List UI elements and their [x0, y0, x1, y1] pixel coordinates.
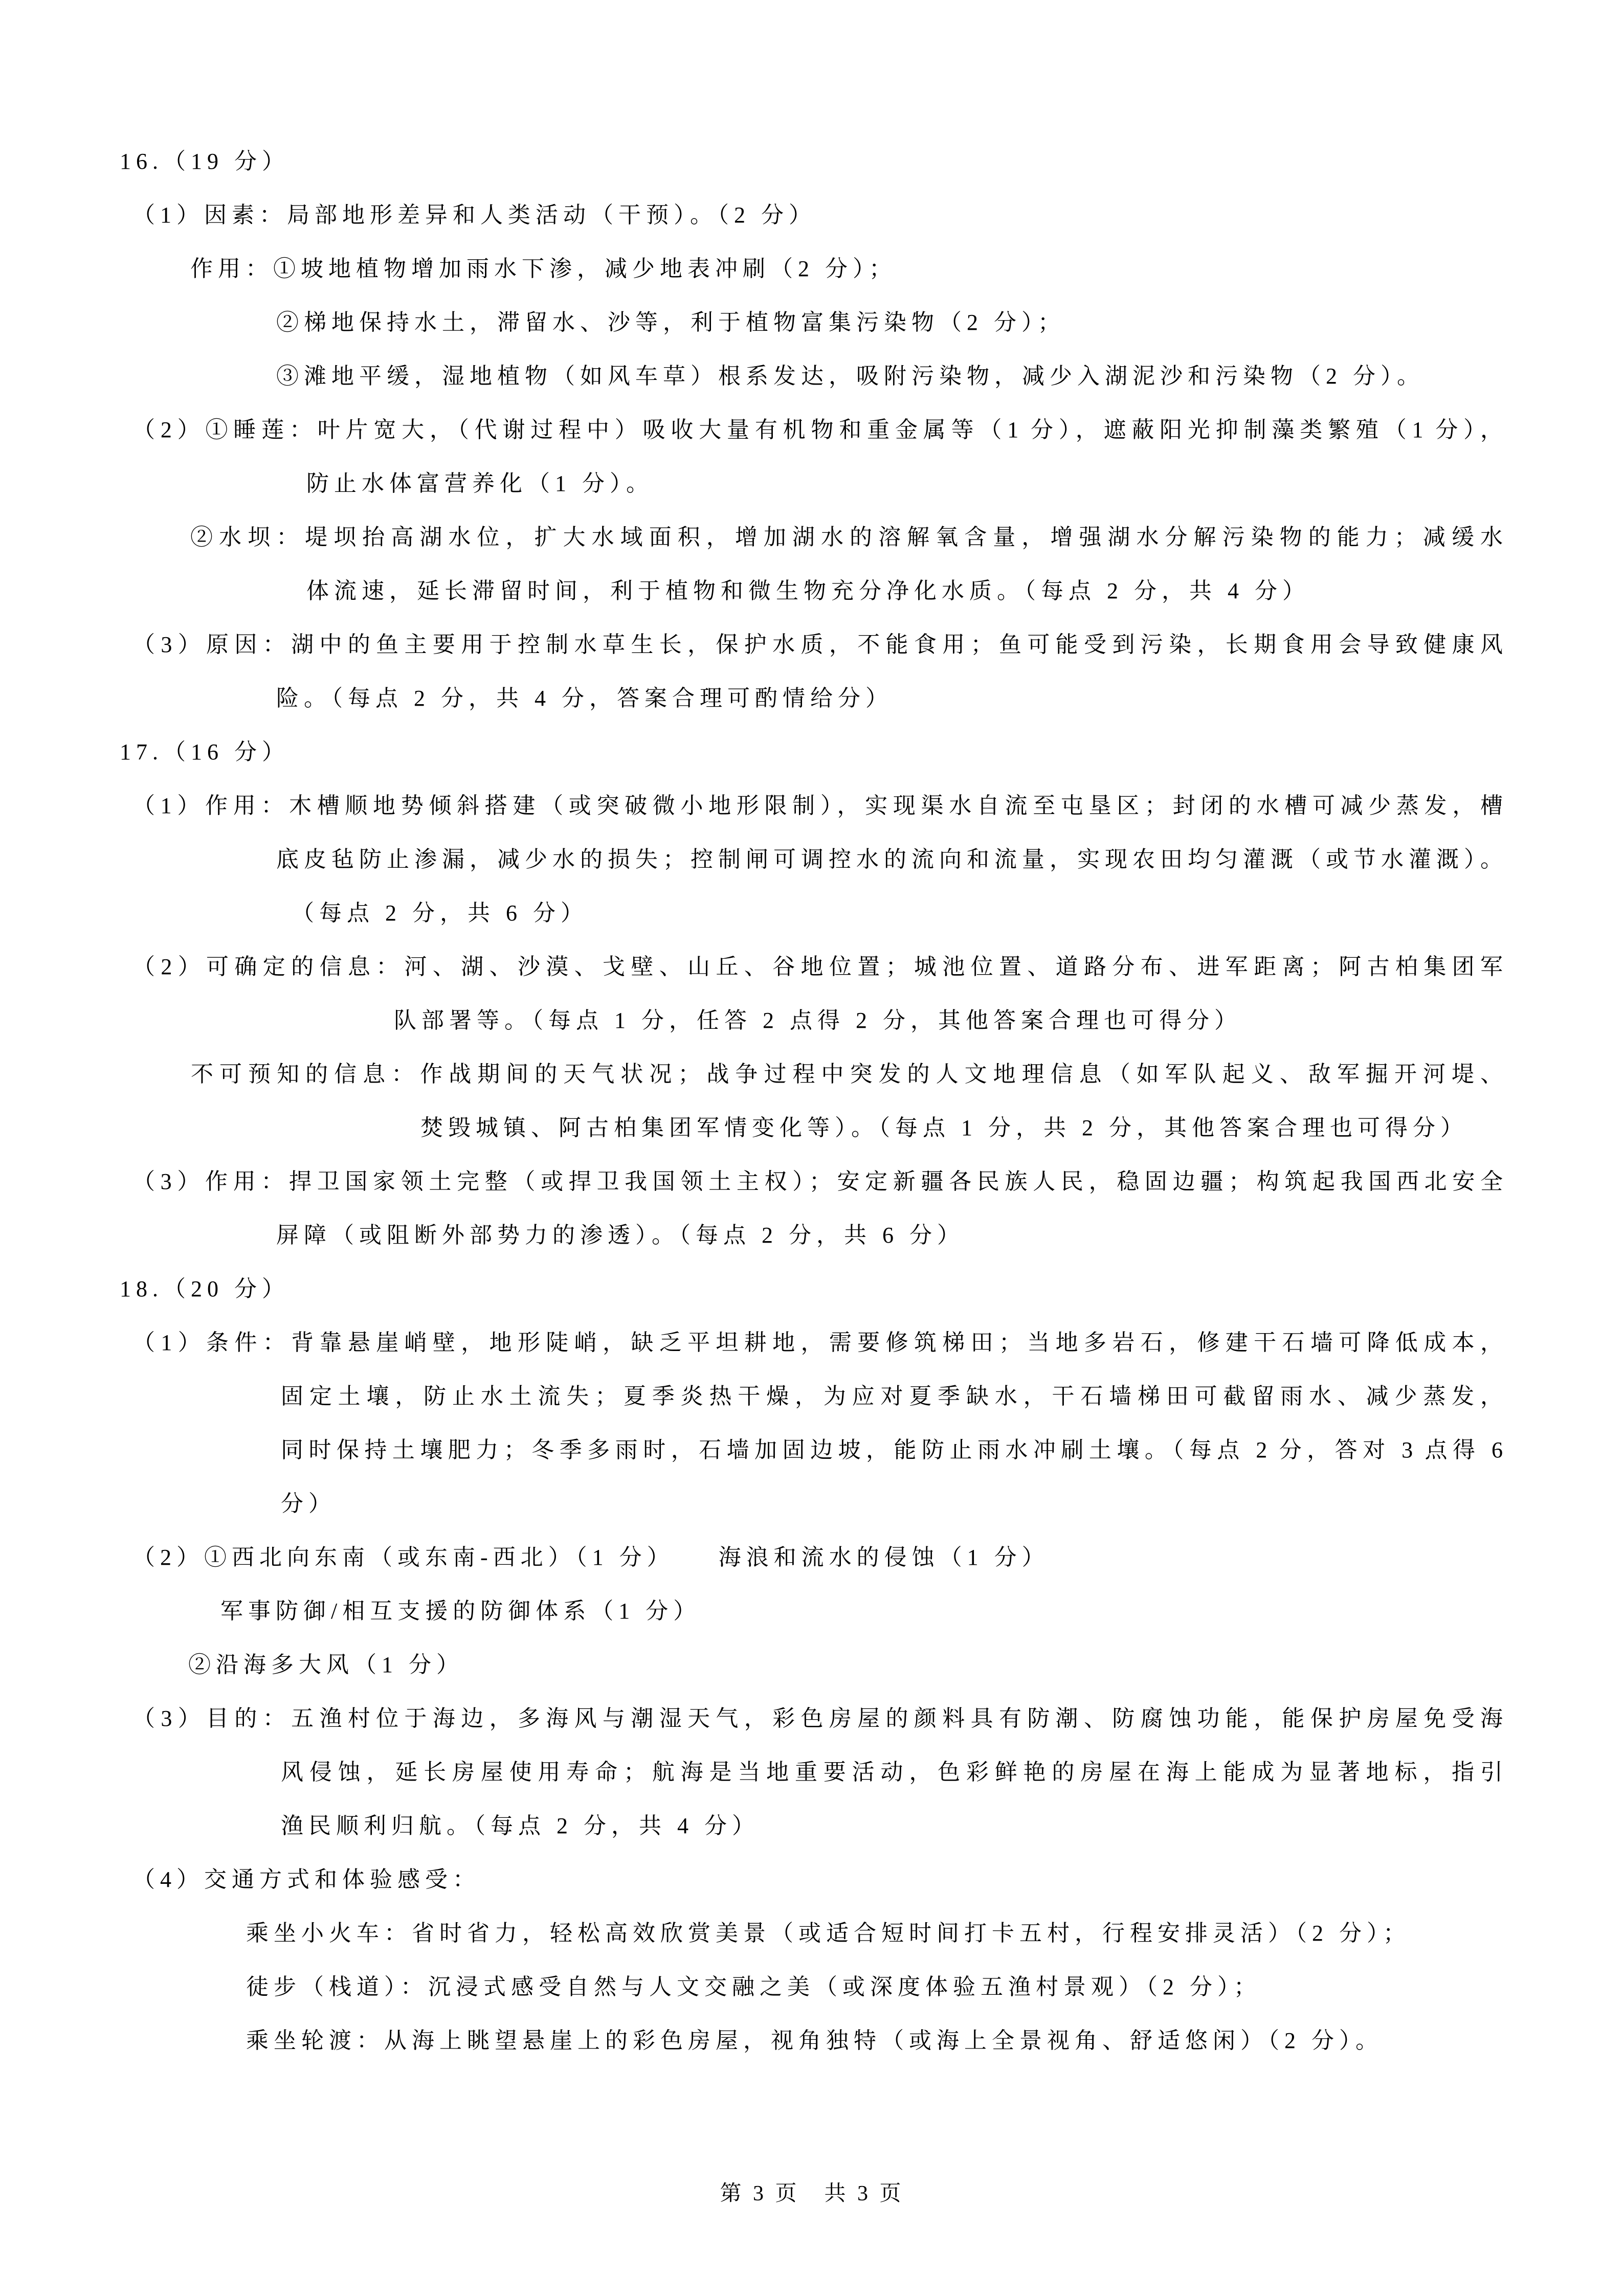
question-number: 16.（19 分） — [120, 149, 290, 174]
answer-line: 风侵蚀，延长房屋使用寿命；航海是当地重要活动，色彩鲜艳的房屋在海上能成为显著地标，指引 — [281, 1760, 1504, 1785]
answer-line: 不可预知的信息：作战期间的天气状况；战争过程中突发的人文地理信息（如军队起义、敌军掘开河堤、 — [191, 1062, 1504, 1087]
answer-line: （每点 2 分，共 6 分） — [292, 901, 588, 926]
answer-line: 队部署等。（每点 1 分，任答 2 点得 2 分，其他答案合理也可得分） — [394, 1008, 1242, 1033]
answer-line: （4）交通方式和体验感受： — [132, 1867, 480, 1892]
answer-line: ②水坝：堤坝抬高湖水位，扩大水域面积，增加湖水的溶解氧含量，增强湖水分解污染物的能力；减缓水 — [190, 525, 1504, 550]
answer-line: （1）条件：背靠悬崖峭壁，地形陡峭，缺乏平坦耕地，需要修筑梯田；当地多岩石，修建干石墙可降低成本， — [132, 1330, 1504, 1355]
answer-line: 焚毁城镇、阿古柏集团军情变化等）。（每点 1 分，共 2 分，其他答案合理也可得分） — [420, 1115, 1468, 1140]
answer-line: 同时保持土壤肥力；冬季多雨时，石墙加固边坡，能防止雨水冲刷土壤。（每点 2 分，答对 3 点得 6 — [281, 1437, 1504, 1462]
question-number: 18.（20 分） — [120, 1276, 290, 1301]
answer-line: 固定土壤，防止水土流失；夏季炎热干燥，为应对夏季缺水，干石墙梯田可截留雨水、减少蒸发， — [281, 1384, 1504, 1409]
answer-line: 分） — [281, 1491, 336, 1516]
answer-line: （2）①西北向东南（或东南-西北）（1 分） 海浪和流水的侵蚀（1 分） — [132, 1545, 1050, 1570]
question-block-q17 — [120, 725, 1504, 1262]
answer-line: 乘坐小火车：省时省力，轻松高效欣赏美景（或适合短时间打卡五村，行程安排灵活）（2 分）； — [246, 1921, 1411, 1946]
answer-document — [120, 134, 1504, 2067]
answer-line: 军事防御/相互支援的防御体系（1 分） — [220, 1599, 701, 1624]
answer-line: 屏障（或阻断外部势力的渗透）。（每点 2 分，共 6 分） — [276, 1223, 965, 1248]
answer-line: 乘坐轮渡：从海上眺望悬崖上的彩色房屋，视角独特（或海上全景视角、舒适悠闲）（2 分）。 — [246, 2028, 1383, 2053]
answer-line: 底皮毡防止渗漏，减少水的损失；控制闸可调控水的流向和流量，实现农田均匀灌溉（或节水灌溉）。 — [276, 847, 1504, 872]
question-block-q16 — [120, 134, 1504, 725]
question-number: 17.（16 分） — [120, 739, 290, 764]
answer-line: （1）作用：木槽顺地势倾斜搭建（或突破微小地形限制），实现渠水自流至屯垦区；封闭的水槽可减少蒸发，槽 — [132, 793, 1504, 818]
answer-line: （1）因素：局部地形差异和人类活动（干预）。（2 分） — [132, 202, 816, 228]
answer-line: （2）①睡莲：叶片宽大，（代谢过程中）吸收大量有机物和重金属等（1 分），遮蔽阳光抑制藻类繁殖（1 分）， — [132, 417, 1504, 442]
answer-line: 作用：①坡地植物增加雨水下渗，减少地表冲刷（2 分）； — [190, 256, 897, 281]
answer-line: 渔民顺利归航。（每点 2 分，共 4 分） — [281, 1813, 760, 1838]
answer-line: ②沿海多大风（1 分） — [188, 1652, 464, 1677]
answer-line: ②梯地保持水土，滞留水、沙等，利于植物富集污染物（2 分）； — [276, 310, 1065, 335]
answer-line: （3）目的：五渔村位于海边，多海风与潮湿天气，彩色房屋的颜料具有防潮、防腐蚀功能，能保护房屋免受海 — [132, 1706, 1504, 1731]
answer-line: 防止水体富营养化（1 分）。 — [306, 471, 654, 496]
page-number: 第 3 页 共 3 页 — [720, 2182, 904, 2205]
answer-line: （3）作用：捍卫国家领土完整（或捍卫我国领土主权）；安定新疆各民族人民，稳固边疆；构筑起我国西北安全 — [132, 1169, 1504, 1194]
answer-line: 险。（每点 2 分，共 4 分，答案合理可酌情给分） — [276, 686, 893, 711]
answer-line: （2）可确定的信息：河、湖、沙漠、戈壁、山丘、谷地位置；城池位置、道路分布、进军距离；阿古柏集团军 — [132, 954, 1504, 979]
answer-line: 体流速，延长滞留时间，利于植物和微生物充分净化水质。（每点 2 分，共 4 分） — [306, 578, 1310, 603]
question-block-q18 — [120, 1262, 1504, 2067]
answer-line: （3）原因：湖中的鱼主要用于控制水草生长，保护水质，不能食用；鱼可能受到污染，长期食用会导致健康风 — [132, 632, 1504, 657]
answer-line: ③滩地平缓，湿地植物（如风车草）根系发达，吸附污染物，减少入湖泥沙和污染物（2 分）。 — [276, 364, 1425, 389]
answer-line: 徒步（栈道）：沉浸式感受自然与人文交融之美（或深度体验五渔村景观）（2 分）； — [246, 1974, 1261, 1999]
